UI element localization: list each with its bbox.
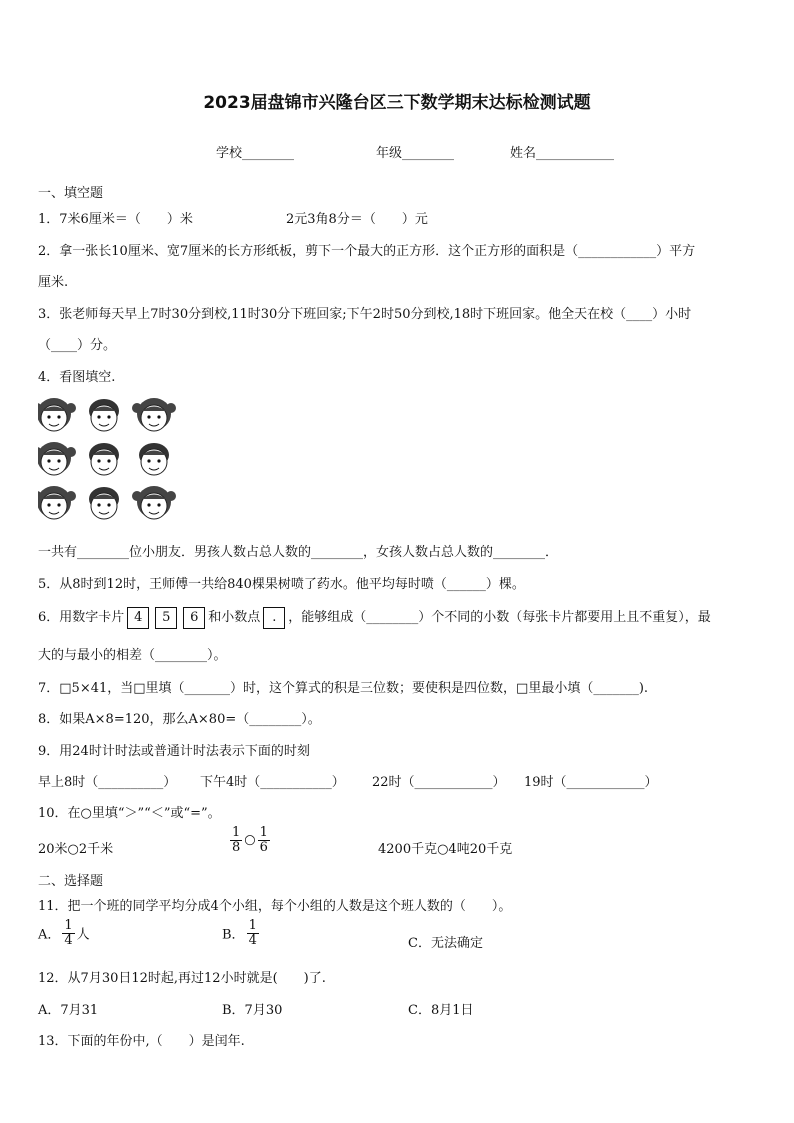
name-field: 姓名____________ (510, 146, 615, 161)
question-5: 5．从8时到12时，王师傅一共给840棵果树喷了药水。他平均每时喷（______）棵。 (38, 577, 525, 592)
school-field: 学校________ (216, 146, 295, 161)
girl-face-icon (38, 486, 76, 519)
question-6-line2: 大的与最小的相差（________）。 (38, 648, 227, 663)
boy-face-icon (139, 443, 169, 475)
question-9c: 22时（____________） (372, 775, 506, 790)
question-4-heading: 4．看图填空. (38, 370, 116, 385)
question-4-line2: 一共有________位小朋友．男孩人数占总人数的________，女孩人数占总人数的________． (38, 545, 559, 560)
section-choice-heading: 二、选择题 (38, 874, 104, 889)
fraction-one-quarter: $\frac{1}{4}$ (64, 918, 73, 948)
q6-pre: 6．用数字卡片 (38, 610, 125, 625)
girl-face-icon (38, 398, 76, 431)
girl-face-icon (38, 442, 76, 475)
number-card: 4 (127, 607, 149, 629)
page-title: 2023届盘锦市兴隆台区三下数学期末达标检测试题 (203, 93, 591, 113)
boy-face-icon (89, 487, 119, 519)
question-9-heading: 9．用24时计时法或普通计时法表示下面的时刻 (38, 744, 310, 759)
q6-post: ，能够组成（________）个不同的小数（每张卡片都要用上且不重复），最 (288, 610, 711, 625)
question-2-line1: 2．拿一张长10厘米、宽7厘米的长方形纸板，剪下一个最大的正方形．这个正方形的面积是（____________）平方 (38, 244, 696, 259)
grade-field: 年级________ (376, 146, 455, 161)
fraction-one-eighth: $\frac{1}{8}$ (232, 825, 241, 855)
children-faces-image (38, 396, 188, 526)
q6-mid: 和小数点 (208, 610, 261, 625)
question-9b: 下午4时（___________） (200, 775, 345, 790)
question-11: 11．把一个班的同学平均分成4个小组，每个小组的人数是这个班人数的（ ）。 (38, 899, 512, 914)
number-card: 5 (155, 607, 177, 629)
question-10a: 20米○2千米 (38, 842, 114, 857)
question-11-option-b[interactable]: B． $\frac{1}{4}$ (222, 918, 257, 948)
question-7: 7．□5×41，当□里填（_______）时，这个算式的积是三位数；要使积是四位数，□里最小填（_______). (38, 681, 649, 696)
boy-face-icon (89, 399, 119, 431)
question-8: 8．如果A×8=120，那么A×80=（________）。 (38, 712, 321, 727)
question-10c: 4200千克○4吨20千克 (378, 842, 513, 857)
section-fill-blank-heading: 一、填空题 (38, 186, 104, 201)
question-1a: 1．7米6厘米＝（ ）米 (38, 212, 193, 227)
number-card: 6 (183, 607, 205, 629)
question-10b: $\frac{1}{8}$ ○ $\frac{1}{6}$ (232, 825, 268, 855)
question-10-heading: 10．在○里填“＞”“＜”或“=”。 (38, 806, 221, 821)
question-12: 12．从7月30日12时起,再过12小时就是( )了. (38, 971, 326, 986)
decimal-point-card: . (263, 607, 285, 629)
girl-face-icon (132, 398, 176, 431)
question-12-option-a[interactable]: A．7月31 (38, 1003, 99, 1018)
fraction-one-sixth: $\frac{1}{6}$ (259, 825, 268, 855)
girl-face-icon (132, 486, 176, 519)
question-11-option-a[interactable]: A． $\frac{1}{4}$ 人 (38, 918, 90, 948)
question-6-line1 (38, 606, 711, 629)
fraction-one-quarter: $\frac{1}{4}$ (248, 918, 257, 948)
question-1b: 2元3角8分＝（ ）元 (286, 212, 428, 227)
question-2-line2: 厘米. (38, 275, 69, 290)
question-9d: 19时（____________） (524, 775, 658, 790)
question-12-option-b[interactable]: B．7月30 (222, 1003, 283, 1018)
question-3-line2: （____）分。 (38, 338, 117, 353)
question-9a: 早上8时（__________） (38, 775, 177, 790)
question-3-line1: 3．张老师每天早上7时30分到校,11时30分下班回家;下午2时50分到校,18时下班回家。他全天在校（____）小时 (38, 307, 692, 322)
question-11-option-c[interactable]: C．无法确定 (408, 936, 483, 951)
question-13: 13．下面的年份中,（ ）是闰年. (38, 1034, 245, 1049)
question-12-option-c[interactable]: C．8月1日 (408, 1003, 474, 1018)
boy-face-icon (89, 443, 119, 475)
